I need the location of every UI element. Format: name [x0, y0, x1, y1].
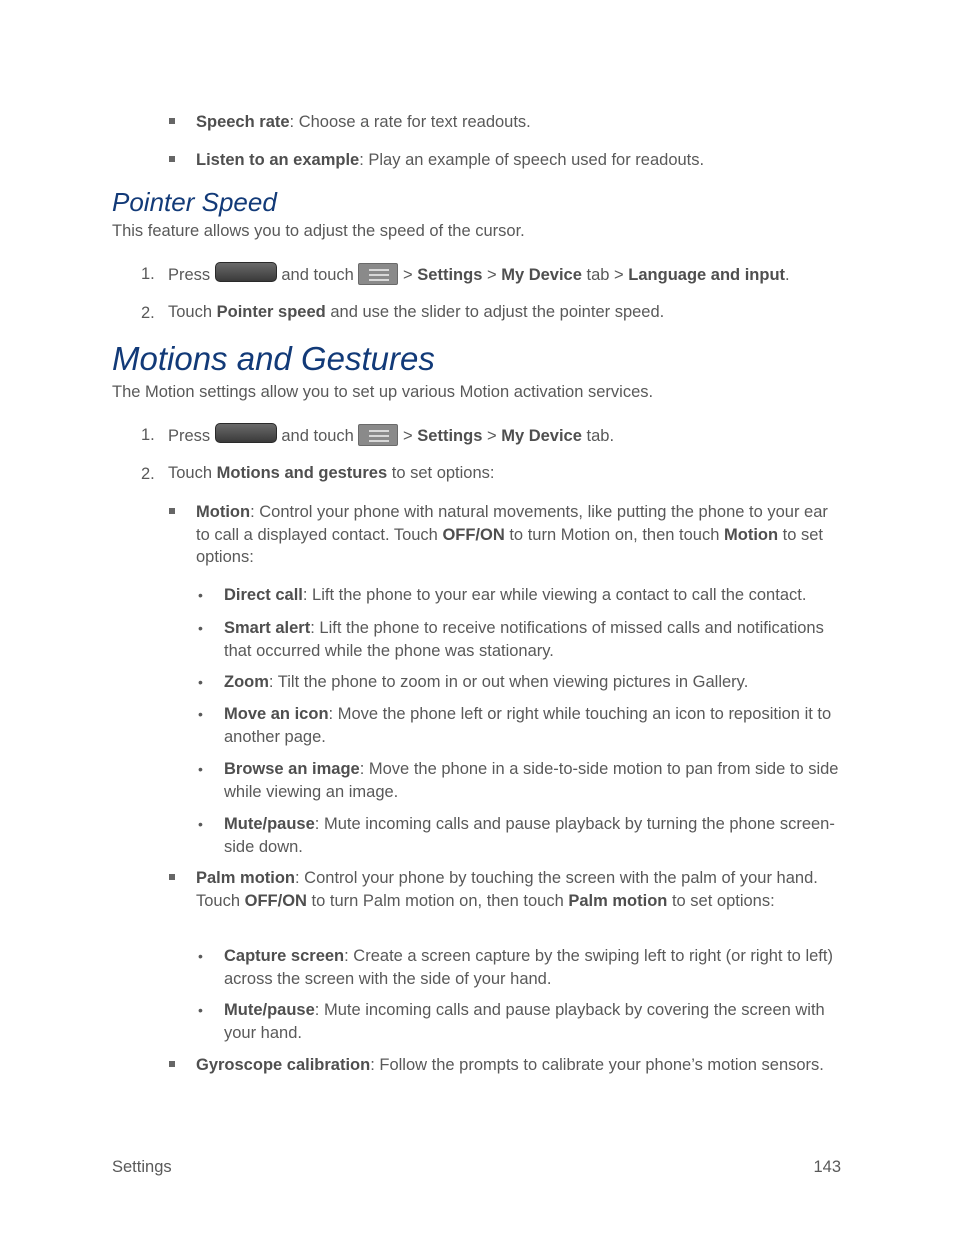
bullet-dot: • [198, 761, 203, 777]
item-direct-call: Direct call: Lift the phone to your ear while viewing a contact to call the contact. [224, 586, 807, 604]
item-palm-mute-pause: Mute/pause: Mute incoming calls and pause playback by covering the screen with your hand. [224, 1001, 825, 1042]
bullet-motion: Motion: Control your phone with natural movements, like putting the phone to your ear to call a displayed contact. Touch OFF/ON to turn Motion on, then touch Motion to set options: [196, 503, 828, 566]
bullet-gyroscope: Gyroscope calibration: Follow the prompts to calibrate your phone’s motion sensors. [196, 1056, 824, 1074]
item-browse-image: Browse an image: Move the phone in a side-to-side motion to pan from side to side while viewing an image. [224, 760, 839, 801]
bullet-palm-motion: Palm motion: Control your phone by touching the screen with the palm of your hand. Touch OFF/ON to turn Palm motion on, then touch Palm motion to set options: [196, 869, 818, 910]
footer-section: Settings [112, 1158, 172, 1176]
item-smart-alert: Smart alert: Lift the phone to receive notifications of missed calls and notifications that occurred while the phone was stationary. [224, 619, 824, 660]
step-number: 1. [141, 426, 155, 444]
item-move-icon: Move an icon: Move the phone left or right while touching an icon to reposition it to another page. [224, 705, 832, 746]
bullet-square [169, 1061, 175, 1067]
menu-icon [358, 424, 398, 446]
pointer-step-2: Touch Pointer speed and use the slider to adjust the pointer speed. [168, 303, 665, 321]
bullet-dot: • [198, 620, 203, 636]
bullet-dot: • [198, 706, 203, 722]
item-capture-screen: Capture screen: Create a screen capture by the swiping left to right (or right to left) across the screen with the side of your hand. [224, 947, 833, 988]
bullet-square [169, 874, 175, 880]
heading-motions-gestures: Motions and Gestures [112, 340, 435, 377]
heading-pointer-speed: Pointer Speed [112, 187, 277, 217]
step-number: 2. [141, 304, 155, 322]
motions-intro: The Motion settings allow you to set up various Motion activation services. [112, 383, 654, 401]
step-number: 2. [141, 465, 155, 483]
bullet-dot: • [198, 674, 203, 690]
bullet-square [169, 508, 175, 514]
pointer-speed-intro: This feature allows you to adjust the speed of the cursor. [112, 222, 525, 240]
motions-step-2: Touch Motions and gestures to set options: [168, 464, 495, 482]
item-zoom: Zoom: Tilt the phone to zoom in or out when viewing pictures in Gallery. [224, 673, 749, 691]
bullet-square [169, 118, 175, 124]
page-number: 143 [813, 1158, 841, 1176]
bullet-speech-rate: Speech rate: Choose a rate for text readouts. [196, 113, 531, 131]
bullet-dot: • [198, 816, 203, 832]
item-mute-pause: Mute/pause: Mute incoming calls and pause playback by turning the phone screen-side down. [224, 815, 835, 856]
home-button-icon [215, 262, 277, 282]
bullet-dot: • [198, 587, 203, 603]
bullet-square [169, 156, 175, 162]
step-number: 1. [141, 265, 155, 283]
pointer-step-1: Press and touch > Settings > My Device tab > Language and input. [168, 262, 848, 286]
menu-icon [358, 263, 398, 285]
bullet-dot: • [198, 1002, 203, 1018]
bullet-listen-example: Listen to an example: Play an example of speech used for readouts. [196, 151, 705, 169]
bullet-dot: • [198, 948, 203, 964]
motions-step-1: Press and touch > Settings > My Device tab. [168, 423, 848, 447]
home-button-icon [215, 423, 277, 443]
